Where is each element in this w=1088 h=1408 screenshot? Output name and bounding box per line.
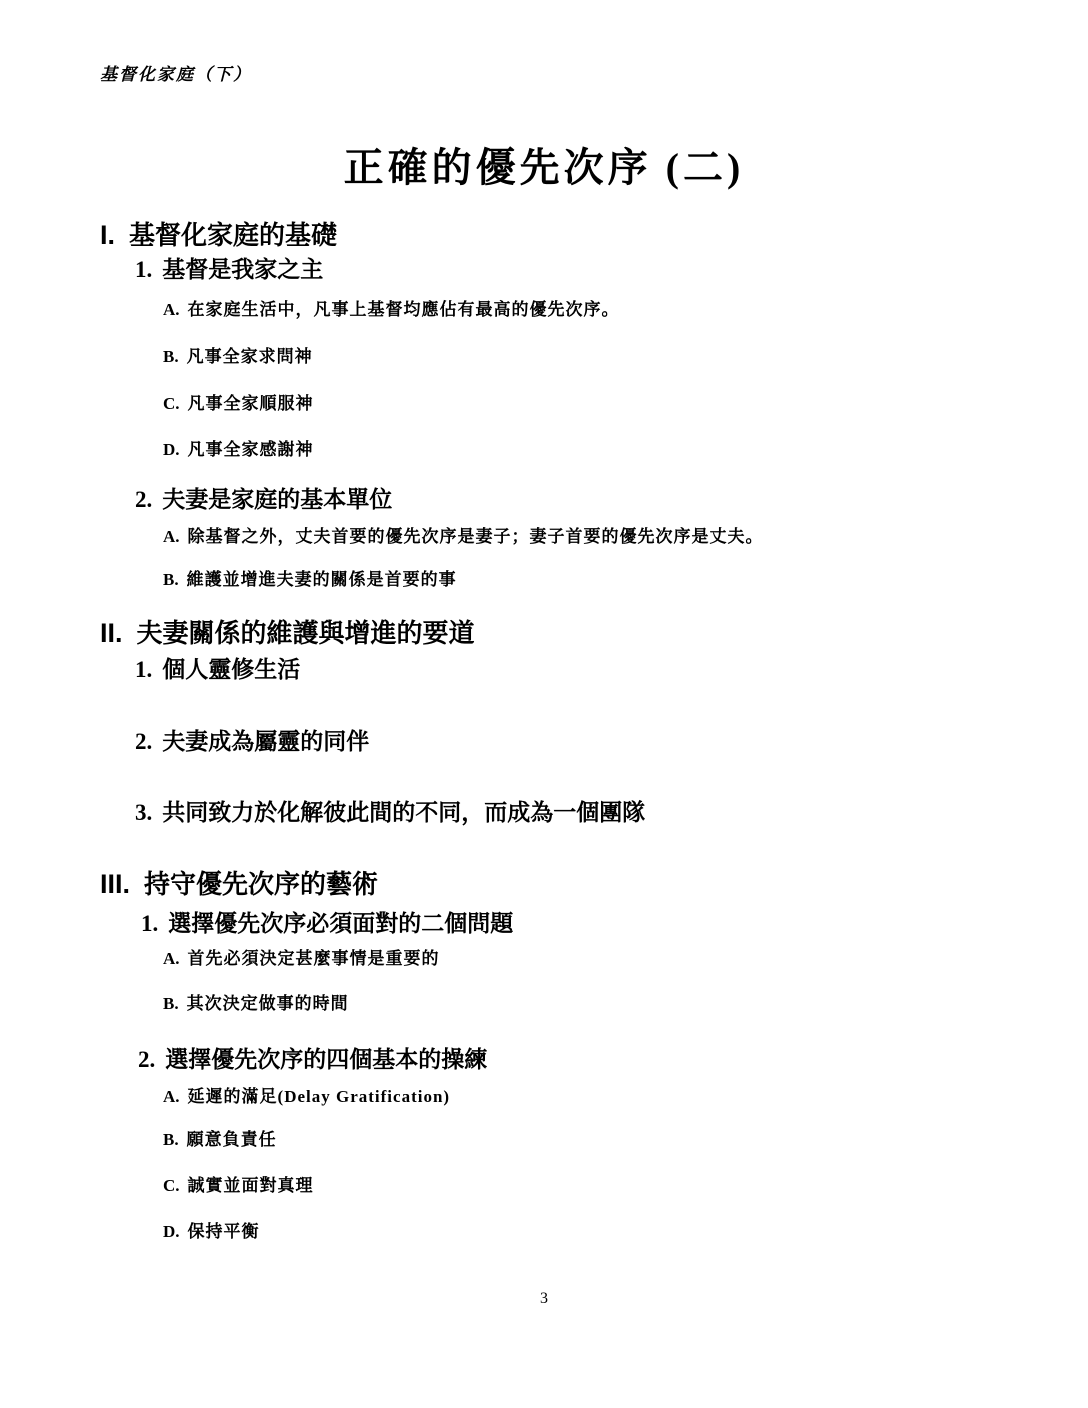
item-heading-1-1 [135, 257, 323, 283]
subitem-text: 願意負責任 [186, 1130, 277, 1149]
item-number: 2. [138, 1047, 156, 1072]
subitem-letter: B. [163, 1130, 179, 1149]
subitem-1-1-c [163, 394, 314, 414]
subitem-letter: B. [163, 994, 179, 1013]
subitem-letter: A. [163, 300, 180, 319]
section-heading-1 [100, 220, 337, 251]
section-numeral: II. [100, 618, 123, 648]
section-title: 持守優先次序的藝術 [144, 870, 379, 899]
subitem-1-1-d [163, 440, 314, 460]
subitem-3-2-d [163, 1222, 260, 1242]
section-heading-3 [100, 869, 378, 900]
subitem-3-1-a [163, 949, 440, 969]
subitem-text: 誠實並面對真理 [187, 1176, 314, 1195]
item-heading-2-1 [135, 657, 300, 683]
subitem-1-2-b [163, 570, 457, 590]
item-number: 1. [141, 911, 159, 936]
subitem-letter: C. [163, 1176, 180, 1195]
item-number: 1. [135, 657, 153, 682]
item-heading-2-3 [135, 800, 645, 826]
item-heading-3-1 [141, 911, 513, 937]
item-heading-2-2 [135, 729, 369, 755]
doc-header: 基督化家庭（下） [100, 65, 252, 84]
item-title: 夫妻成為屬靈的同伴 [162, 729, 370, 754]
subitem-1-1-a [163, 300, 620, 320]
item-title: 共同致力於化解彼此間的不同，而成為一個團隊 [162, 800, 646, 825]
subitem-text: 保持平衡 [187, 1222, 260, 1241]
item-number: 2. [135, 487, 153, 512]
item-number: 2. [135, 729, 153, 754]
subitem-1-2-a [163, 527, 764, 547]
subitem-letter: B. [163, 570, 179, 589]
item-heading-3-2 [138, 1047, 487, 1073]
subitem-text: 除基督之外，丈夫首要的優先次序是妻子；妻子首要的優先次序是丈夫。 [187, 527, 764, 546]
subitem-letter: D. [163, 440, 180, 459]
section-heading-2 [100, 618, 475, 649]
subitem-text: 凡事全家感謝神 [187, 440, 314, 459]
subitem-letter: A. [163, 949, 180, 968]
subitem-3-2-c [163, 1176, 314, 1196]
item-title: 選擇優先次序必須面對的二個問題 [168, 911, 514, 936]
section-title: 夫妻關係的維護與增進的要道 [136, 619, 475, 648]
subitem-letter: C. [163, 394, 180, 413]
item-heading-1-2 [135, 487, 392, 513]
item-title: 個人靈修生活 [162, 657, 301, 682]
section-numeral: I. [100, 220, 116, 250]
subitem-letter: B. [163, 347, 179, 366]
page-number: 3 [540, 1290, 548, 1307]
subitem-text: 維護並增進夫妻的關係是首要的事 [186, 570, 457, 589]
subitem-3-2-a [163, 1087, 450, 1107]
subitem-text: 凡事全家順服神 [187, 394, 314, 413]
section-numeral: III. [100, 869, 131, 899]
item-title: 基督是我家之主 [162, 257, 324, 282]
subitem-text: 凡事全家求問神 [186, 347, 313, 366]
subitem-letter: A. [163, 527, 180, 546]
subitem-text: 在家庭生活中，凡事上基督均應佔有最高的優先次序。 [187, 300, 620, 319]
item-title: 夫妻是家庭的基本單位 [162, 487, 393, 512]
subitem-text: 延遲的滿足(Delay Gratification) [187, 1087, 451, 1106]
section-title: 基督化家庭的基礎 [129, 221, 338, 250]
subitem-letter: D. [163, 1222, 180, 1241]
subitem-3-1-b [163, 994, 349, 1014]
item-number: 3. [135, 800, 153, 825]
item-title: 選擇優先次序的四個基本的操練 [165, 1047, 488, 1072]
subitem-letter: A. [163, 1087, 180, 1106]
subitem-1-1-b [163, 347, 313, 367]
subitem-text: 首先必須決定甚麼事情是重要的 [187, 949, 440, 968]
subitem-3-2-b [163, 1130, 277, 1150]
item-number: 1. [135, 257, 153, 282]
page-title: 正確的優先次序 (二) [343, 145, 745, 190]
subitem-text: 其次決定做事的時間 [186, 994, 349, 1013]
